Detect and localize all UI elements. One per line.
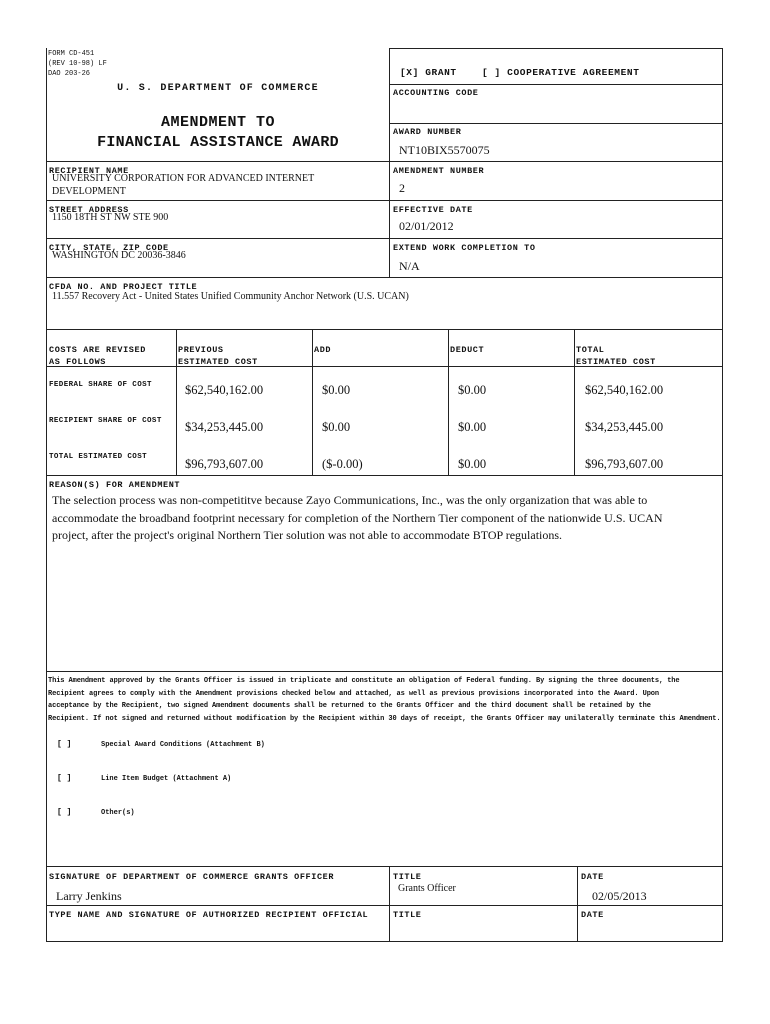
award-type <box>400 67 640 78</box>
approval-line: Recipient. If not signed and returned without modification by the Recipient within 30 days of receipt, the Grants Officer may unilaterally terminate this Amendment. <box>48 714 721 723</box>
doc-signature-label: SIGNATURE OF DEPARTMENT OF COMMERCE GRANTS OFFICER <box>49 872 335 882</box>
rule <box>46 238 723 239</box>
rule <box>46 200 390 201</box>
others-label: Other(s) <box>101 809 135 817</box>
total-total-cost: $96,793,607.00 <box>585 457 664 471</box>
award-number-label: AWARD NUMBER <box>393 127 462 137</box>
recipient-name-line2: DEVELOPMENT <box>52 186 126 197</box>
rule <box>312 329 313 475</box>
doc-signature-date: 02/05/2013 <box>592 889 647 903</box>
line-item-budget-checkbox[interactable]: [ ] <box>57 774 72 783</box>
rule <box>46 671 723 672</box>
street-address-label: STREET ADDRESS <box>49 205 129 215</box>
approval-text <box>48 675 721 725</box>
recipient-total-cost: $34,253,445.00 <box>585 420 664 434</box>
rule <box>389 200 723 201</box>
city-state-zip-value: WASHINGTON DC 20036-3846 <box>52 250 186 261</box>
line-item-budget-label: Line Item Budget (Attachment A) <box>101 775 232 783</box>
left-border <box>46 48 47 942</box>
reasons-line: accommodate the broadband footprint necessary for completion of the Northern Tier component of the nationwide U.S. UCAN <box>52 510 663 525</box>
special-award-conditions-label: Special Award Conditions (Attachment B) <box>101 741 265 749</box>
total-deduct: $0.00 <box>458 457 487 471</box>
effective-date-value: 02/01/2012 <box>399 219 454 233</box>
total-cost-header-line1: TOTAL <box>576 345 605 355</box>
bottom-border <box>46 941 723 942</box>
reasons-text <box>52 492 663 545</box>
reasons-label: REASON(S) FOR AMENDMENT <box>49 480 181 490</box>
cooperative-agreement-checkbox[interactable]: [ ] <box>481 67 501 78</box>
right-border <box>722 48 723 942</box>
rule <box>46 475 723 476</box>
deduct-header: DEDUCT <box>450 345 485 355</box>
previous-cost-header-line2: ESTIMATED COST <box>178 357 258 367</box>
add-header: ADD <box>314 345 332 355</box>
reasons-line: The selection process was non-competititve because Zayo Communications, Inc., was the only organization that was able to <box>52 493 648 507</box>
recipient-title-label: TITLE <box>393 910 422 920</box>
department-heading: U. S. DEPARTMENT OF COMMERCE <box>117 83 319 94</box>
form-title-line2: FINANCIAL ASSISTANCE AWARD <box>97 134 339 151</box>
federal-previous-cost: $62,540,162.00 <box>185 383 264 397</box>
approval-line: Recipient agrees to comply with the Amendment provisions checked below and attached, as well as previous provisions incorporated into the Award. Upon <box>48 689 660 698</box>
line-item-budget-option[interactable] <box>57 774 231 783</box>
others-checkbox[interactable]: [ ] <box>57 808 72 817</box>
extend-work-value: N/A <box>399 259 420 273</box>
rule <box>389 866 390 942</box>
form-number: FORM CD-451 <box>48 50 95 58</box>
recipient-name-line1: UNIVERSITY CORPORATION FOR ADVANCED INTERNET <box>52 173 315 184</box>
others-option[interactable] <box>57 808 135 817</box>
recipient-name-label: RECIPIENT NAME <box>49 166 129 176</box>
recipient-add: $0.00 <box>322 420 351 434</box>
total-estimated-label: TOTAL ESTIMATED COST <box>49 453 148 461</box>
rule <box>46 161 390 162</box>
federal-share-label: FEDERAL SHARE OF COST <box>49 381 152 389</box>
special-award-conditions-option[interactable] <box>57 740 265 749</box>
costs-header-line1: COSTS ARE REVISED <box>49 345 146 355</box>
approval-line: acceptance by the Recipient, two signed Amendment documents shall be returned to the Grants Officer and the third document shall be retained by the <box>48 702 651 710</box>
rule <box>46 277 723 278</box>
amendment-number-value: 2 <box>399 181 405 195</box>
effective-date-label: EFFECTIVE DATE <box>393 205 473 215</box>
rule <box>46 866 723 867</box>
federal-deduct: $0.00 <box>458 383 487 397</box>
recipient-share-label: RECIPIENT SHARE OF COST <box>49 417 162 425</box>
top-border-right <box>389 48 723 49</box>
award-number-value: NT10BIX5570075 <box>399 143 490 157</box>
federal-total-cost: $62,540,162.00 <box>585 383 664 397</box>
grant-label: GRANT <box>425 67 457 78</box>
street-address-value: 1150 18TH ST NW STE 900 <box>52 212 169 223</box>
cfda-value: 11.557 Recovery Act - United States Unified Community Anchor Network (U.S. UCAN) <box>52 291 409 302</box>
recipient-deduct: $0.00 <box>458 420 487 434</box>
costs-header-line2: AS FOLLOWS <box>49 357 107 367</box>
special-award-conditions-checkbox[interactable]: [ ] <box>57 740 72 749</box>
reasons-line: project, after the project's original Northern Tier solution was not able to accommodate BTOP regulations. <box>52 528 563 542</box>
recipient-signature-label: TYPE NAME AND SIGNATURE OF AUTHORIZED RECIPIENT OFFICIAL <box>49 910 369 920</box>
grants-officer-title: Grants Officer <box>398 883 456 894</box>
form-dao: DAO 203-26 <box>48 70 91 78</box>
rule <box>389 84 723 85</box>
rule <box>46 905 723 906</box>
form-revision: (REV 10-98) LF <box>48 60 107 68</box>
recipient-previous-cost: $34,253,445.00 <box>185 420 264 434</box>
previous-cost-header-line1: PREVIOUS <box>178 345 224 355</box>
rule <box>46 329 723 330</box>
rule <box>389 161 723 162</box>
amendment-number-label: AMENDMENT NUMBER <box>393 166 485 176</box>
city-state-zip-label: CITY, STATE, ZIP CODE <box>49 243 169 253</box>
total-cost-header-line2: ESTIMATED COST <box>576 357 656 367</box>
federal-add: $0.00 <box>322 383 351 397</box>
rule <box>176 329 177 475</box>
approval-line: This Amendment approved by the Grants Officer is issued in triplicate and constitute an obligation of Federal funding. By signing the three documents, the <box>48 677 680 685</box>
total-previous-cost: $96,793,607.00 <box>185 457 264 471</box>
rule <box>574 329 575 475</box>
accounting-code-label: ACCOUNTING CODE <box>393 88 479 98</box>
total-add: ($-0.00) <box>322 457 363 471</box>
form-title-line1: AMENDMENT TO <box>160 114 276 131</box>
recipient-date-label: DATE <box>581 910 604 920</box>
cooperative-agreement-label: COOPERATIVE AGREEMENT <box>507 67 640 78</box>
doc-date-label: DATE <box>581 872 604 882</box>
rule <box>448 329 449 475</box>
grants-officer-name: Larry Jenkins <box>56 889 122 903</box>
rule <box>389 123 723 124</box>
extend-work-label: EXTEND WORK COMPLETION TO <box>393 243 536 253</box>
grant-checkbox[interactable]: [X] <box>400 67 419 78</box>
doc-title-label: TITLE <box>393 872 422 882</box>
rule <box>577 866 578 942</box>
cfda-label: CFDA NO. AND PROJECT TITLE <box>49 282 198 292</box>
